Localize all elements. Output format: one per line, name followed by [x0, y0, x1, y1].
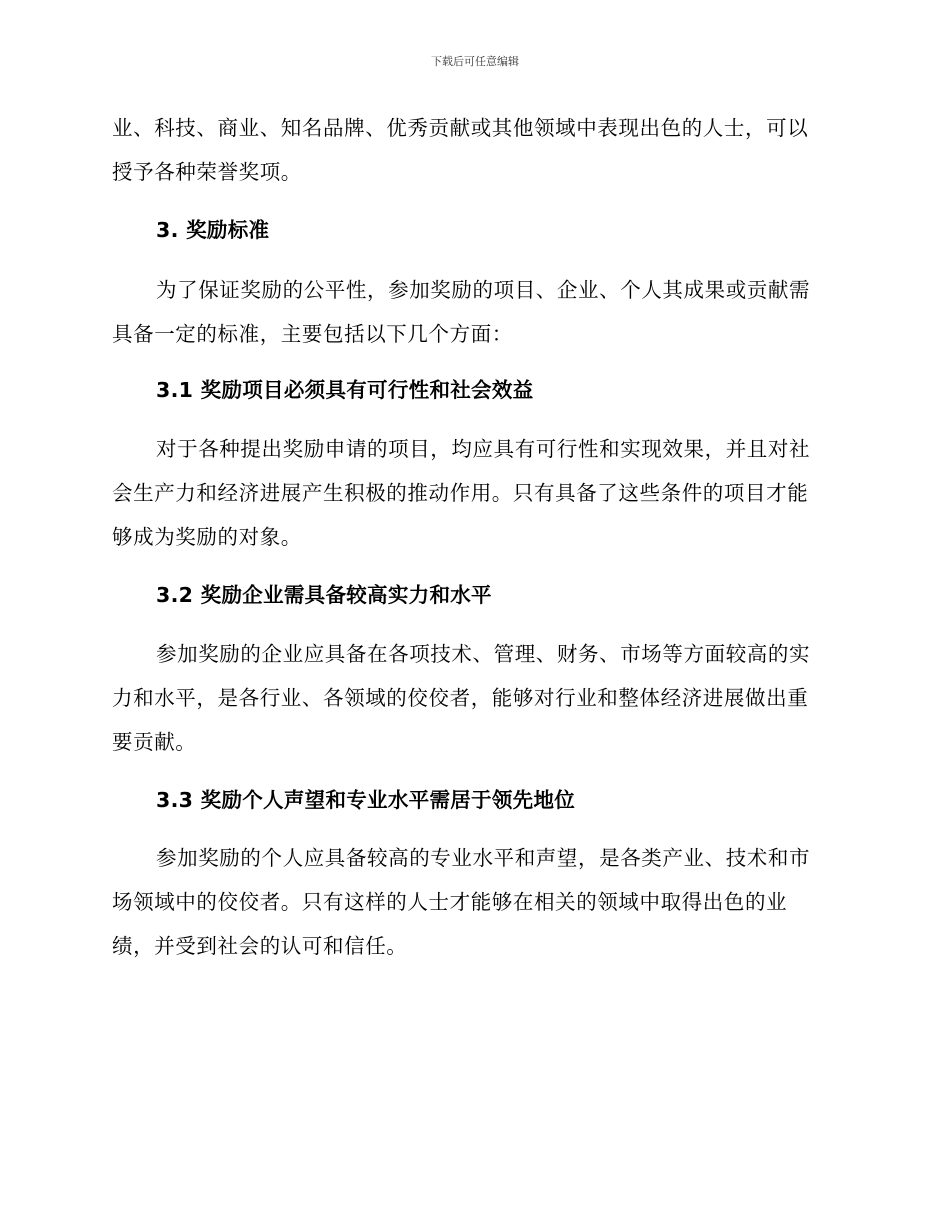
paragraph-line: 要贡献。: [112, 730, 197, 754]
paragraph-line: 具备一定的标准，主要包括以下几个方面：: [112, 322, 513, 346]
paragraph-line: 业、科技、商业、知名品牌、优秀贡献或其他领域中表现出色的人士，可以: [112, 116, 809, 140]
paragraph-project-criteria: [112, 427, 834, 559]
paragraph-line: 参加奖励的个人应具备较高的专业水平和声望，是各类产业、技术和市: [156, 846, 811, 870]
paragraph-line: 参加奖励的企业应具备在各项技术、管理、财务、市场等方面较高的实: [156, 642, 811, 666]
paragraph-intro-continuation: [112, 106, 834, 194]
paragraph-line: 场领域中的佼佼者。只有这样的人士才能够在相关的领域中取得出色的业: [112, 890, 788, 914]
page-header-note: 下载后可任意编辑: [431, 55, 519, 68]
paragraph-line: 绩，并受到社会的认可和信任。: [112, 934, 408, 958]
section-heading-3-1: 3.1 奖励项目必须具有可行性和社会效益: [156, 378, 534, 402]
paragraph-award-standards: [112, 268, 834, 356]
paragraph-line: 够成为奖励的对象。: [112, 525, 302, 549]
paragraph-individual-criteria: [112, 836, 834, 968]
section-heading-3: 3. 奖励标准: [156, 218, 270, 242]
paragraph-line: 授予各种荣誉奖项。: [112, 160, 302, 184]
section-heading-3-2: 3.2 奖励企业需具备较高实力和水平: [156, 583, 492, 607]
paragraph-enterprise-criteria: [112, 632, 834, 764]
section-heading-3-3: 3.3 奖励个人声望和专业水平需居于领先地位: [156, 788, 576, 812]
paragraph-line: 对于各种提出奖励申请的项目，均应具有可行性和实现效果，并且对社: [156, 437, 811, 461]
paragraph-line: 会生产力和经济进展产生积极的推动作用。只有具备了这些条件的项目才能: [112, 481, 809, 505]
paragraph-line: 为了保证奖励的公平性，参加奖励的项目、企业、个人其成果或贡献需: [156, 278, 811, 302]
paragraph-line: 力和水平，是各行业、各领域的佼佼者，能够对行业和整体经济进展做出重: [112, 686, 809, 710]
